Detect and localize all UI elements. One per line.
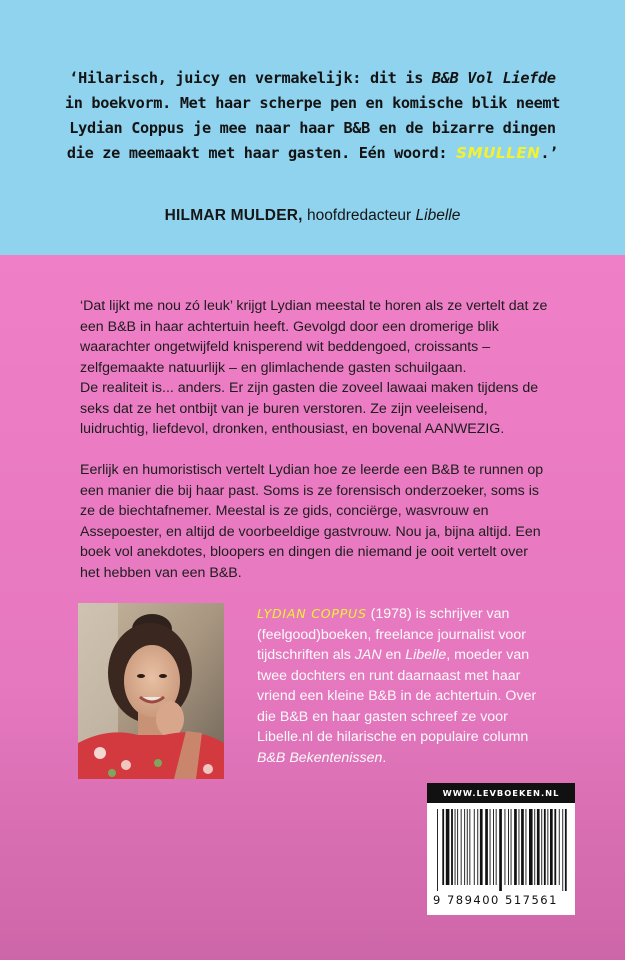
barcode-bars bbox=[427, 803, 575, 893]
barcode-bar bbox=[442, 809, 444, 885]
blurb-paragraph-1-continued: De realiteit is... anders. Er zijn gasten die zoveel lawaai maken tijdens de seks dat ze het ontbijt van je buren verstoren. Ze zijn veeleisend, luidruchtig, liefdevol, dronken, enthousiast, en bovenal AANWEZIG. bbox=[80, 380, 539, 437]
barcode-bar bbox=[464, 809, 465, 885]
barcode-bar bbox=[493, 809, 494, 885]
barcode-bar bbox=[544, 809, 546, 885]
barcode-bar bbox=[480, 809, 483, 885]
barcode-bar bbox=[550, 809, 553, 885]
bio-text-end: . bbox=[382, 749, 387, 766]
barcode-bar bbox=[461, 809, 462, 885]
barcode-bar bbox=[467, 809, 468, 885]
barcode-bar bbox=[562, 809, 563, 891]
blurb-paragraph-1-text: ‘Dat lijkt me nou zó leuk’ krijgt Lydian meestal te horen als ze vertelt dat ze een B&B in haar achtertuin heeft. Gevolgd door een dromerige blik waarachter ongetwijfeld knisperend wit beddengoed, croissants – zelfgemaakte natuurlijk – en glimlachende gasten schuilgaan. bbox=[80, 298, 548, 376]
quote-book-title: B&B Vol Liefde bbox=[431, 69, 556, 87]
bio-column-title: B&B Bekentenissen bbox=[257, 749, 383, 766]
barcode-bar bbox=[508, 809, 509, 885]
endorsement-quote bbox=[60, 66, 565, 166]
bio-magazine-libelle: Libelle bbox=[405, 647, 447, 663]
barcode-bar bbox=[499, 809, 502, 891]
barcode-bar bbox=[451, 809, 453, 885]
barcode-bar bbox=[511, 809, 512, 885]
barcode-bar bbox=[529, 809, 533, 885]
barcode-bar bbox=[477, 809, 478, 885]
attribution-name: HILMAR MULDER, bbox=[164, 207, 303, 224]
author-bio bbox=[257, 604, 547, 768]
bio-text: (1978) is schrijver van (feelgood)boeken, freelance journalist voor tijdschriften als bbox=[257, 606, 526, 663]
barcode-bar bbox=[437, 809, 438, 891]
barcode-bar bbox=[526, 809, 527, 885]
barcode-bar bbox=[534, 809, 535, 885]
author-photo bbox=[78, 603, 224, 779]
quote-text: ‘Hilarisch, juicy en vermakelijk: dit is bbox=[69, 69, 432, 87]
barcode-bar bbox=[457, 809, 458, 885]
barcode-bar bbox=[469, 809, 470, 885]
barcode-bar bbox=[455, 809, 456, 885]
blurb-paragraph-2: Eerlijk en humoristisch vertelt Lydian hoe ze leerde een B&B te runnen op een manier die bij haar past. Soms is ze forensisch onderzoeker, soms is ze de biechtafnemer. Meestal is ze gids, conciërge, wasvrouw en Assepoester, en altijd de voorbeeldige gastvrouw. Nou ja, bijna altijd. Een boek vol anekdotes, bloopers en dingen die niemand je ooit vertelt over het hebben van een B&B. bbox=[80, 462, 544, 581]
barcode-bar bbox=[485, 809, 488, 885]
barcode-bar bbox=[521, 809, 524, 885]
bio-text-continued: , moeder van twee dochters en runt daarnaast met haar vriend een kleine B&B in de achtertuin. Over die B&B en haar gasten schreef ze voor Libelle.nl de hilarische en populaire column bbox=[257, 647, 537, 745]
barcode-bar bbox=[514, 809, 517, 885]
attribution-magazine: Libelle bbox=[415, 207, 461, 224]
publisher-website: WWW.LEVBOEKEN.NL bbox=[427, 783, 575, 803]
barcode-bar bbox=[446, 809, 450, 885]
barcode-bar bbox=[541, 809, 542, 885]
quote-text-continued: in boekvorm. Met haar scherpe pen en komische blik neemt Lydian Coppus je mee naar haar B&B en de bizarre dingen die ze meemaakt met haar gasten. Eén woord: bbox=[64, 94, 561, 162]
barcode-bar bbox=[505, 809, 506, 885]
barcode-bar bbox=[565, 809, 567, 891]
quote-attribution bbox=[60, 207, 565, 225]
blurb-paragraph-1 bbox=[80, 296, 550, 440]
barcode-bar bbox=[474, 809, 475, 885]
bio-text-and: en bbox=[381, 647, 406, 663]
author-name: LYDIAN COPPUS bbox=[257, 606, 367, 621]
bio-magazine-jan: JAN bbox=[354, 647, 382, 663]
quote-end: .’ bbox=[540, 144, 559, 162]
barcode-bar bbox=[496, 809, 497, 885]
barcode-block bbox=[427, 783, 575, 915]
barcode-bar bbox=[547, 809, 548, 885]
barcode-bar bbox=[554, 809, 556, 885]
barcode-bar bbox=[559, 809, 560, 885]
barcode-bar bbox=[519, 809, 520, 885]
quote-highlight-word: SMULLEN bbox=[456, 144, 541, 162]
barcode-bar bbox=[537, 809, 540, 885]
barcode-bar bbox=[490, 809, 491, 885]
attribution-role: hoofdredacteur bbox=[302, 207, 416, 224]
blurb bbox=[80, 296, 550, 604]
isbn-number: 9 789400 517561 bbox=[433, 893, 558, 907]
